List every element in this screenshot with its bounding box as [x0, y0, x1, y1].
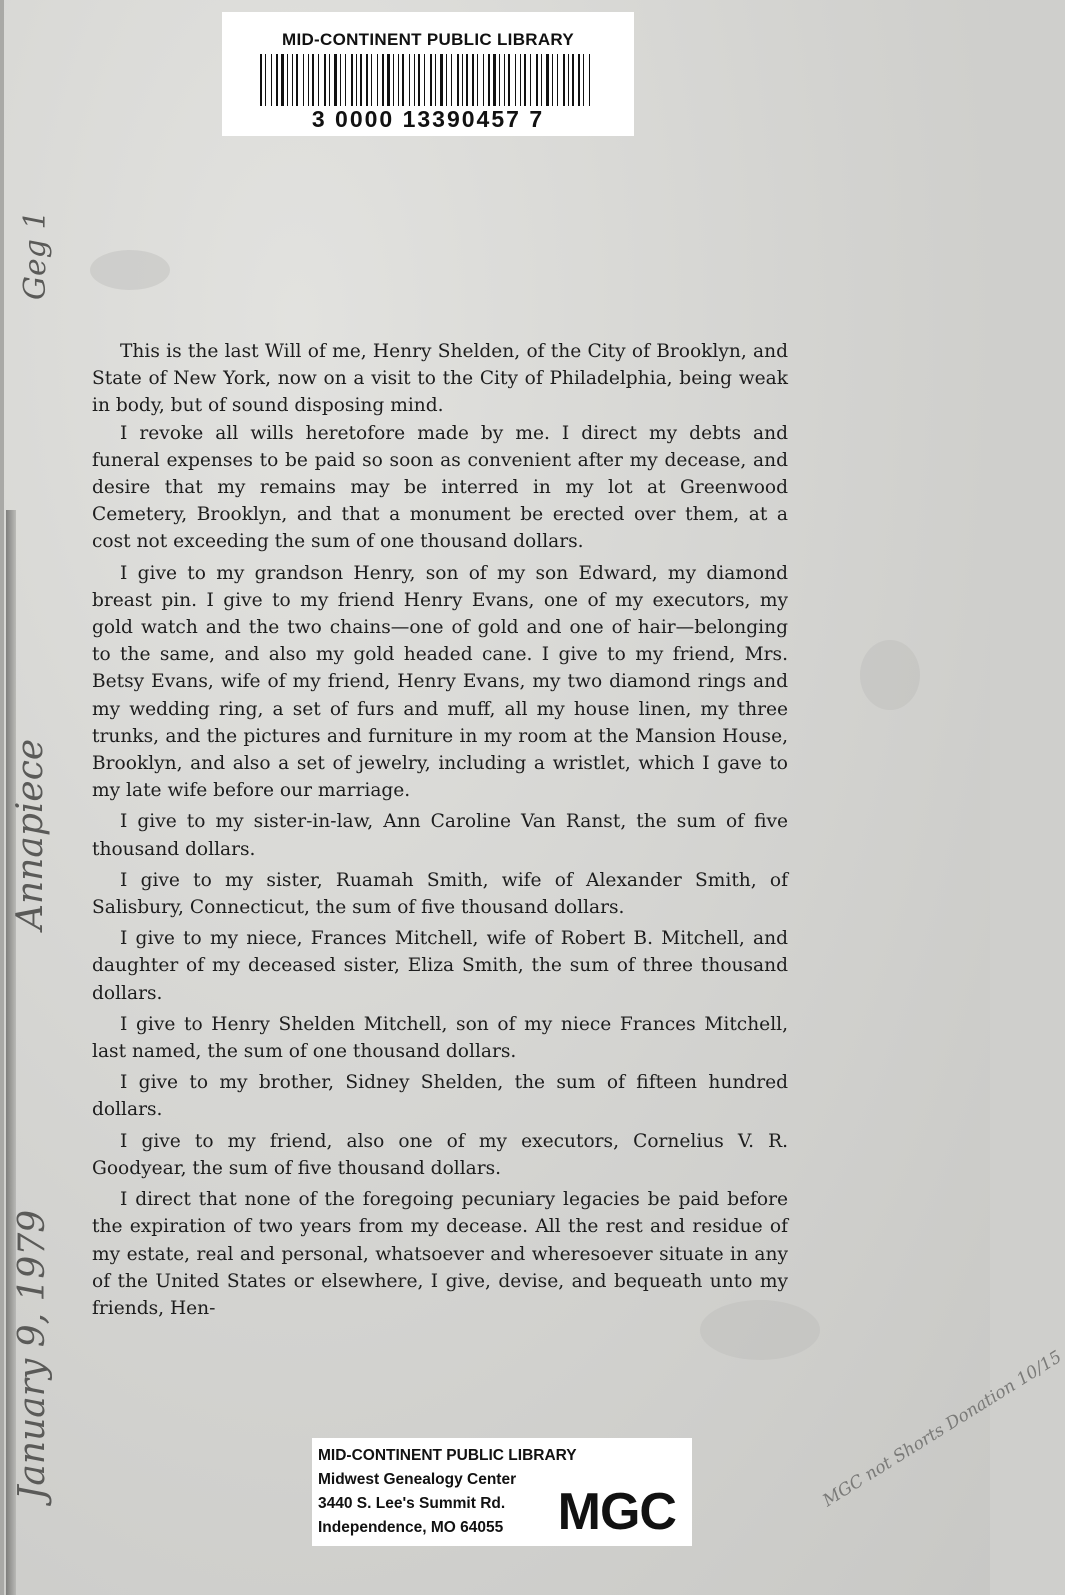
barcode-bar — [271, 54, 272, 106]
barcode-bar — [462, 54, 463, 106]
stamp-line: MID-CONTINENT PUBLIC LIBRARY — [318, 1447, 577, 1464]
barcode-bar — [483, 54, 484, 106]
barcode-bar — [276, 54, 278, 106]
mgc-logo: MGC — [557, 1483, 676, 1541]
barcode-bar — [303, 54, 304, 106]
barcode-bar — [493, 54, 496, 106]
handwritten-date: January 9, 1979 — [12, 1209, 53, 1500]
barcode-bar — [589, 54, 590, 106]
barcode-bar — [515, 54, 516, 106]
barcode-bar — [356, 54, 357, 106]
handwritten-note-margin: Annapiece — [10, 738, 51, 930]
smudge-mark — [90, 250, 170, 290]
library-stamp — [312, 1438, 692, 1546]
barcode-bar — [504, 54, 505, 106]
paragraph: I give to my friend, also one of my executors, Cornelius V. R. Goodyear, the sum of five thousand dollars. — [92, 1130, 788, 1179]
barcode-bar — [508, 54, 510, 106]
barcode-bar — [351, 54, 353, 106]
barcode-bar — [287, 54, 288, 106]
barcode-title: MID-CONTINENT PUBLIC LIBRARY — [281, 30, 575, 49]
stamp-line: Midwest Genealogy Center — [318, 1471, 517, 1488]
barcode-bar — [318, 54, 319, 106]
barcode-bar — [382, 54, 384, 106]
barcode-bar — [387, 54, 390, 106]
barcode-bars — [258, 54, 598, 106]
stamp-line: 3440 S. Lee's Summit Rd. — [318, 1495, 506, 1512]
barcode-bar — [541, 54, 542, 106]
barcode-bar — [536, 54, 538, 106]
paragraph: I give to my niece, Frances Mitchell, wife of Robert B. Mitchell, and daughter of my deceased sister, Eliza Smith, the sum of three thousand dollars. — [92, 928, 788, 1004]
paragraph: I give to my sister-in-law, Ann Caroline Van Ranst, the sum of five thousand dollars. — [92, 811, 788, 860]
barcode-label — [222, 12, 634, 136]
paragraph: I give to my sister, Ruamah Smith, wife of Alexander Smith, of Salisbury, Connecticut, the sum of five thousand dollars. — [92, 869, 788, 919]
barcode-bar — [366, 54, 368, 106]
barcode-bar — [308, 54, 309, 106]
paragraph: I give to my brother, Sidney Shelden, the sum of fifteen hundred dollars. — [92, 1072, 788, 1121]
barcode-bar — [260, 54, 262, 106]
barcode-bar — [488, 54, 490, 106]
paragraph: This is the last Will of me, Henry Shelden, of the City of Brooklyn, and State of New York, now on a visit to the City of Philadelphia, being weak in body, but of sound disposing mind. — [92, 341, 788, 417]
barcode-bar — [524, 54, 526, 106]
barcode-bar — [563, 54, 565, 106]
barcode-bar — [520, 54, 521, 106]
barcode-bar — [340, 54, 341, 106]
stamp-line: Independence, MO 64055 — [318, 1519, 504, 1536]
barcode-bar — [430, 54, 432, 106]
barcode-bar — [345, 54, 346, 106]
barcode-bar — [424, 54, 425, 106]
barcode-number: 3 0000 13390457 7 — [311, 106, 545, 132]
barcode-bar — [583, 54, 584, 106]
barcode-bar — [371, 54, 372, 106]
barcode-bar — [477, 54, 478, 106]
barcode-bar — [530, 54, 531, 106]
barcode-bar — [312, 54, 314, 106]
barcode-bar — [466, 54, 468, 106]
barcode-bar — [329, 54, 330, 106]
paragraph: I give to Henry Shelden Mitchell, son of my niece Frances Mitchell, last named, the sum of one thousand dollars. — [92, 1013, 788, 1063]
barcode-bar — [296, 54, 298, 106]
barcode-bar — [418, 54, 420, 106]
paragraph: I direct that none of the foregoing pecuniary legacies be paid before the expiration of two years from my decease. All the rest and residue of my estate, real and personal, whatsoever and wheresoever situate in any of the United States or elsewhere, I give, devise, and bequeath unto my friends, Hen- — [92, 1189, 788, 1319]
paragraph: I revoke all wills heretofore made by me. I direct my debts and funeral expenses to be paid so soon as convenient after my decease, and desire that my remains may be interred in my lot at Greenwood Cemetery, Brooklyn, and that a monument be erected over them, at a cost not exceeding the sum of one thousand dollars. — [92, 422, 788, 553]
stamp-address — [318, 1444, 577, 1540]
barcode-bar — [402, 54, 404, 106]
will-text — [92, 338, 788, 1326]
barcode-bar — [334, 54, 337, 106]
barcode-bar — [265, 54, 266, 106]
barcode-bar — [377, 54, 378, 106]
barcode-bar — [572, 54, 574, 106]
barcode-bar — [360, 54, 362, 106]
barcode-bar — [446, 54, 447, 106]
barcode-bar — [499, 54, 500, 106]
barcode-bar — [557, 54, 558, 106]
barcode-bar — [472, 54, 474, 106]
barcode-bar — [451, 54, 452, 106]
barcode-bar — [457, 54, 459, 106]
barcode-bar — [440, 54, 443, 106]
page-edge — [0, 0, 4, 1595]
barcode-bar — [398, 54, 399, 106]
barcode-bar — [552, 54, 553, 106]
barcode-bar — [324, 54, 326, 106]
handwritten-note-top: Geg 1 — [18, 210, 53, 300]
barcode-bar — [281, 54, 284, 106]
paragraph: I give to my grandson Henry, son of my son Edward, my diamond breast pin. I give to my friend Henry Evans, one of my executors, my gold watch and the two chains—one of gold and one of hair—belonging to the same, and also my gold headed cane. I give to my friend, Mrs. Betsy Evans, wife of my friend, Henry Evans, my two diamond rings and my wedding ring, a set of furs and muff, all my house linen, my three trunks, and the pictures and furniture in my room at the Mansion House, Brooklyn, and also a set of jewelry, including a wristlet, which I gave to my late wife before our marriage. — [92, 562, 788, 802]
barcode-bar — [546, 54, 549, 106]
barcode-bar — [393, 54, 394, 106]
handwritten-corner-note: MGC not Shorts Donation 10/15 — [819, 1347, 1065, 1512]
barcode-bar — [414, 54, 415, 106]
smudge-mark — [860, 640, 920, 710]
barcode-bar — [578, 54, 580, 106]
barcode-bar — [435, 54, 436, 106]
barcode-bar — [568, 54, 569, 106]
barcode-bar — [292, 54, 293, 106]
barcode-bar — [409, 54, 410, 106]
